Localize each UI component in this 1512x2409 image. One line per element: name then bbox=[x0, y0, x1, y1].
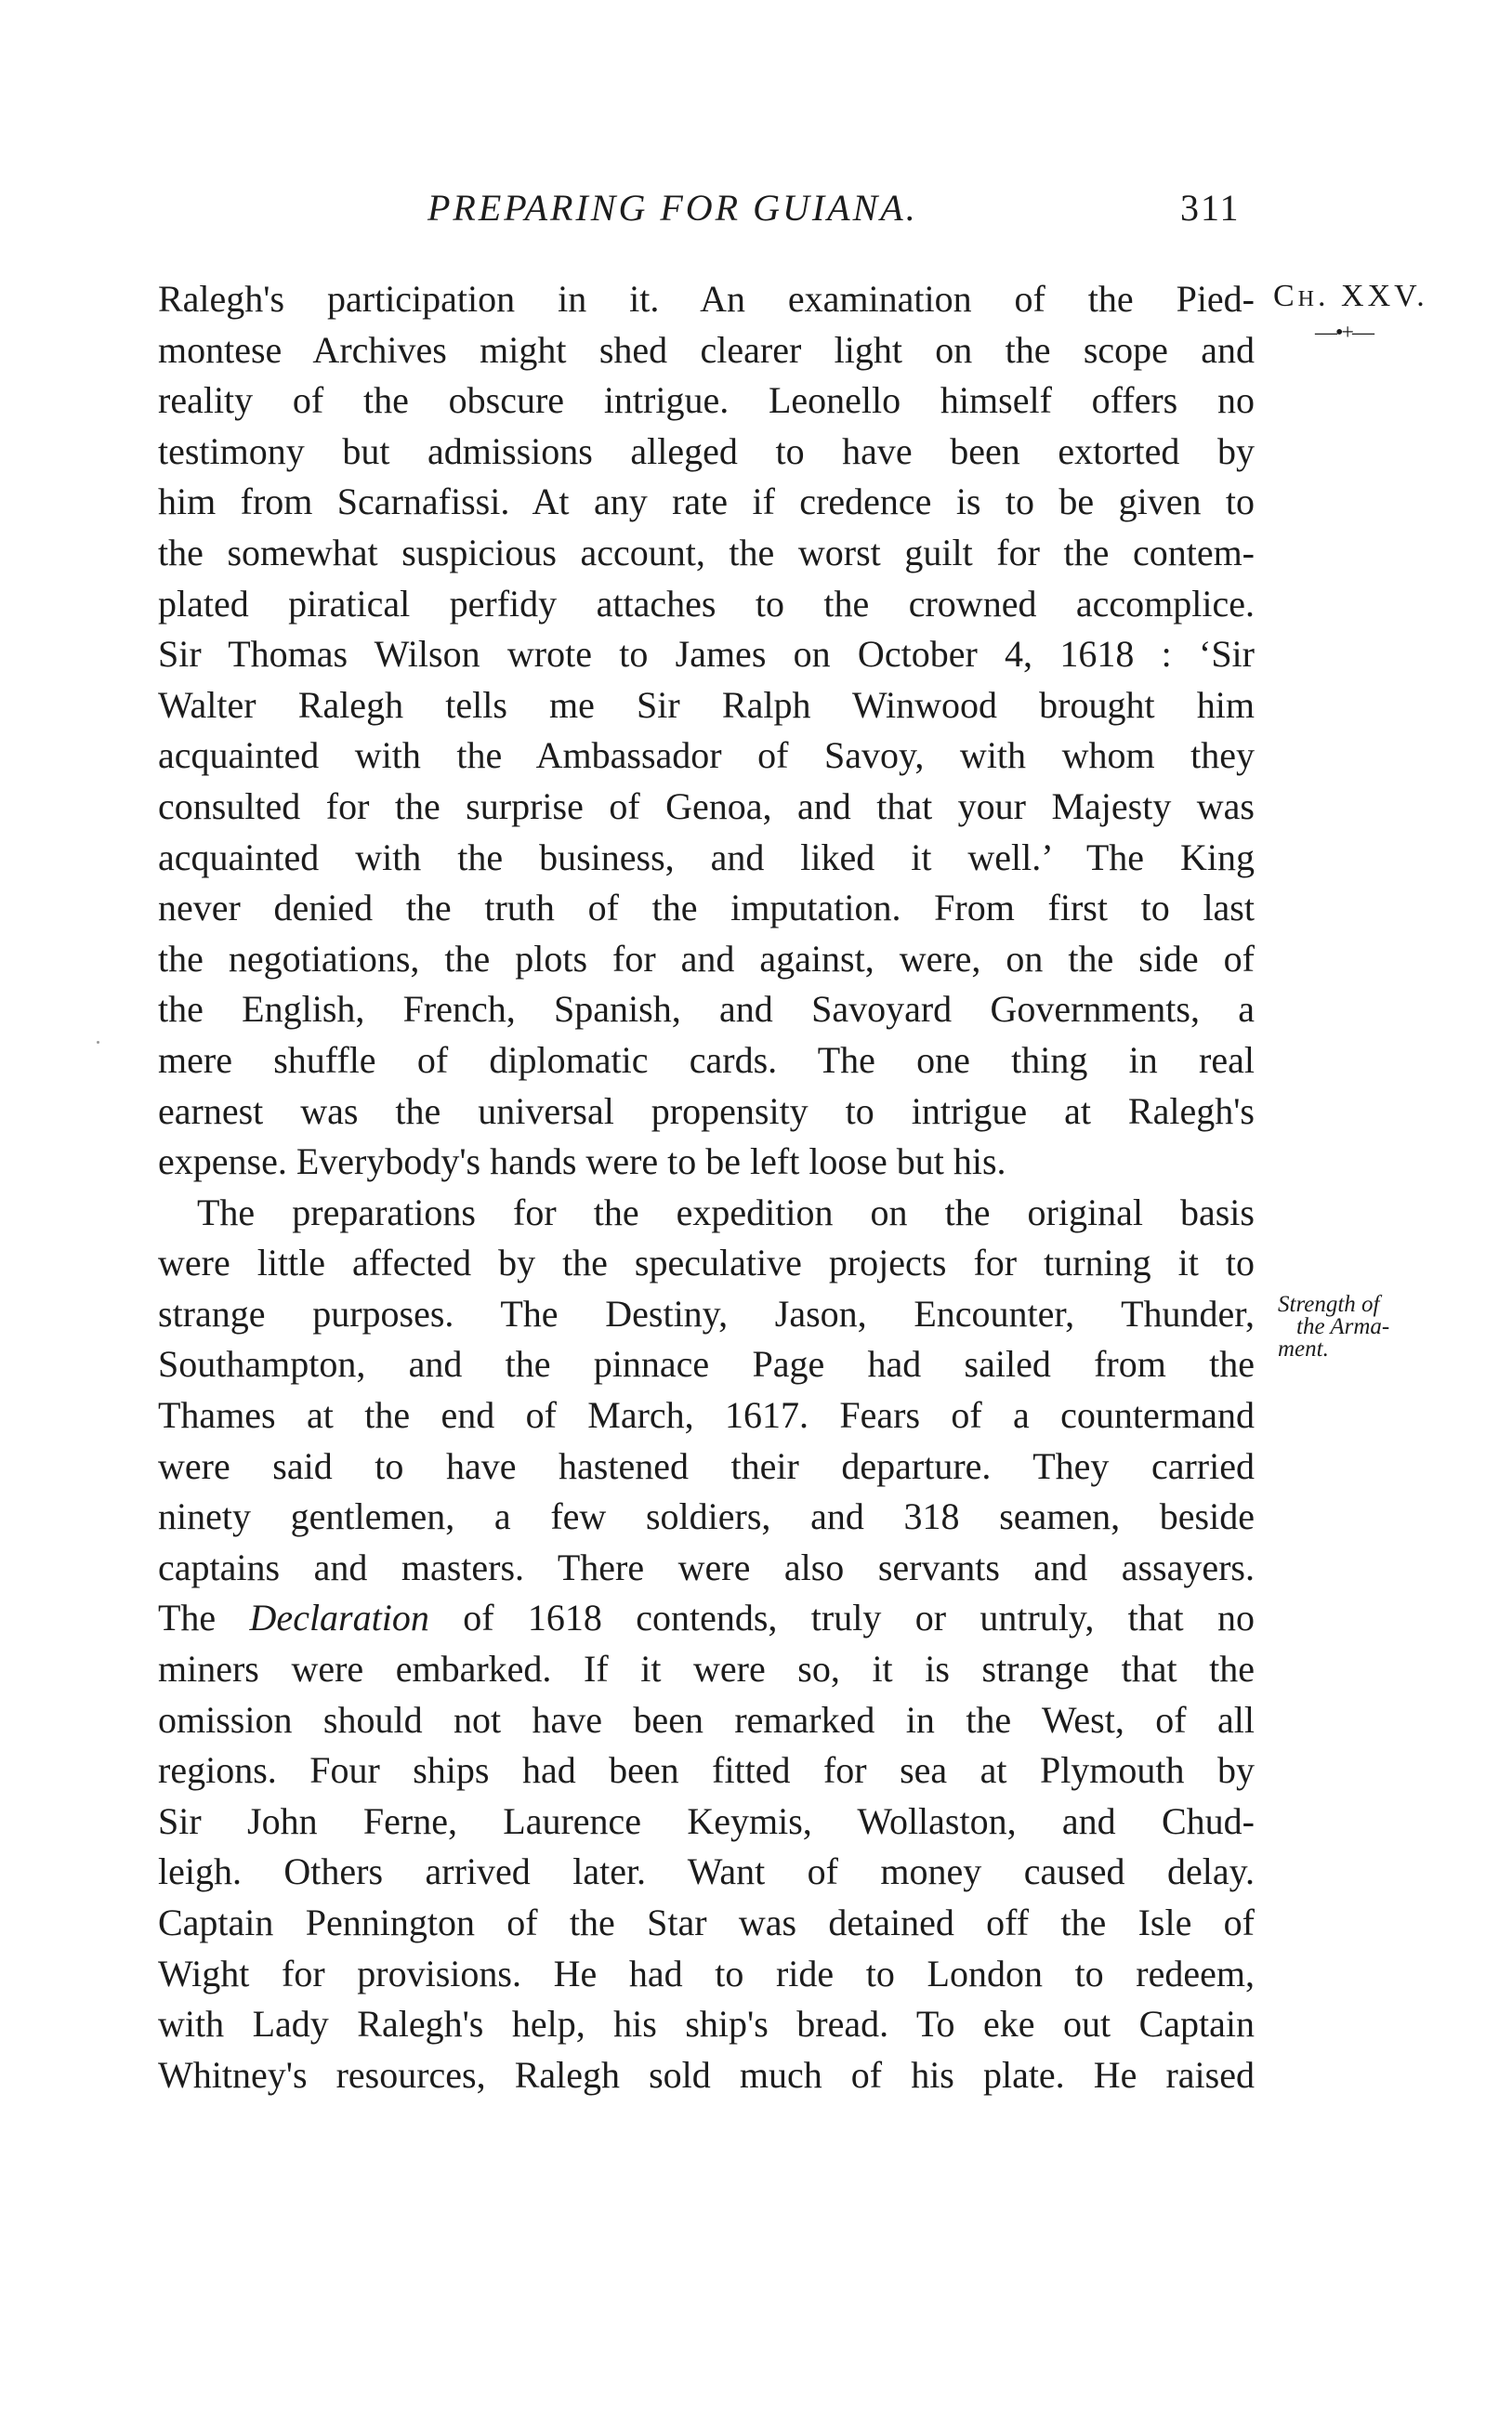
body-text bbox=[158, 274, 1255, 2100]
text-line: plated piratical perfidy attaches to the crowned accomplice. bbox=[158, 582, 1255, 625]
chapter-marker: Ch. XXV. bbox=[1273, 279, 1428, 313]
text-line: Ralegh's participation in it. An examination of the Pied- bbox=[158, 278, 1255, 320]
text-line: captains and masters. There were also servants and assayers. bbox=[158, 1546, 1255, 1588]
page-number: 311 bbox=[1180, 187, 1241, 229]
text-line: Whitney's resources, Ralegh sold much of his plate. He raised bbox=[158, 2053, 1255, 2096]
text-line: with Lady Ralegh's help, his ship's bread. To eke out Captain bbox=[158, 2003, 1255, 2046]
text-line: the negotiations, the plots for and against, were, on the side of bbox=[158, 937, 1255, 980]
text-line: expense. Everybody's hands were to be left loose but his. bbox=[158, 1140, 1006, 1183]
text-line: reality of the obscure intrigue. Leonello himself offers no bbox=[158, 379, 1255, 422]
stray-mark bbox=[97, 1041, 99, 1044]
text-line: consulted for the surprise of Genoa, and that your Majesty was bbox=[158, 784, 1255, 827]
text-line: mere shuffle of diplomatic cards. The one thing in real bbox=[158, 1038, 1255, 1081]
sidenote-line: ment. bbox=[1278, 1336, 1329, 1362]
text-fragment: of 1618 contends, truly or untruly, that no bbox=[463, 1597, 1255, 1639]
text-line: Sir John Ferne, Laurence Keymis, Wollaston, and Chud- bbox=[158, 1799, 1255, 1842]
text-line: Walter Ralegh tells me Sir Ralph Winwood brought him bbox=[158, 683, 1255, 726]
text-line: never denied the truth of the imputation. From first to last bbox=[158, 887, 1255, 929]
sidenote-line: Strength of bbox=[1278, 1292, 1380, 1317]
sidenote bbox=[1278, 1294, 1427, 1361]
text-line: omission should not have been remarked in the West, of all bbox=[158, 1698, 1255, 1741]
sidenote-line: the Arma- bbox=[1296, 1314, 1390, 1339]
text-line: Thames at the end of March, 1617. Fears of a countermand bbox=[158, 1394, 1255, 1437]
text-line: ninety gentlemen, a few soldiers, and 318 seamen, beside bbox=[158, 1495, 1255, 1538]
ornament-icon: —•+— bbox=[1315, 321, 1373, 345]
text-line: acquainted with the business, and liked it well.’ The King bbox=[158, 836, 1255, 878]
text-line: strange purposes. The Destiny, Jason, Encounter, Thunder, bbox=[158, 1292, 1255, 1335]
text-line: Wight for provisions. He had to ride to London to redeem, bbox=[158, 1952, 1255, 1994]
text-line bbox=[158, 1593, 1255, 1644]
text-line: testimony but admissions alleged to have been extorted by bbox=[158, 429, 1255, 472]
text-line: regions. Four ships had been fitted for sea at Plymouth by bbox=[158, 1749, 1255, 1792]
text-line: The preparations for the expedition on the original basis bbox=[197, 1191, 1255, 1233]
text-line: were little affected by the speculative projects for turning it to bbox=[158, 1242, 1255, 1284]
text-line: montese Archives might shed clearer light on the scope and bbox=[158, 328, 1255, 371]
text-line: the somewhat suspicious account, the worst guilt for the contem- bbox=[158, 531, 1255, 573]
text-line: him from Scarnafissi. At any rate if credence is to be given to bbox=[158, 480, 1255, 523]
text-line: leigh. Others arrived later. Want of money caused delay. bbox=[158, 1850, 1255, 1893]
text-fragment: The bbox=[158, 1597, 217, 1639]
text-line: the English, French, Spanish, and Savoyard Governments, a bbox=[158, 988, 1255, 1031]
italic-title: Declaration bbox=[249, 1597, 429, 1639]
running-title: PREPARING FOR GUIANA. bbox=[427, 187, 918, 229]
text-line: Captain Pennington of the Star was detained off the Isle of bbox=[158, 1902, 1255, 1943]
text-line: acquainted with the Ambassador of Savoy, with whom they bbox=[158, 734, 1255, 777]
running-head bbox=[158, 186, 1273, 242]
text-line: earnest was the universal propensity to intrigue at Ralegh's bbox=[158, 1089, 1255, 1132]
text-line: miners were embarked. If it were so, it is strange that the bbox=[158, 1648, 1255, 1691]
text-line: were said to have hastened their departure. They carried bbox=[158, 1444, 1255, 1487]
text-line: Sir Thomas Wilson wrote to James on October 4, 1618 : ‘Sir bbox=[158, 633, 1255, 676]
text-line: Southampton, and the pinnace Page had sailed from the bbox=[158, 1343, 1255, 1386]
